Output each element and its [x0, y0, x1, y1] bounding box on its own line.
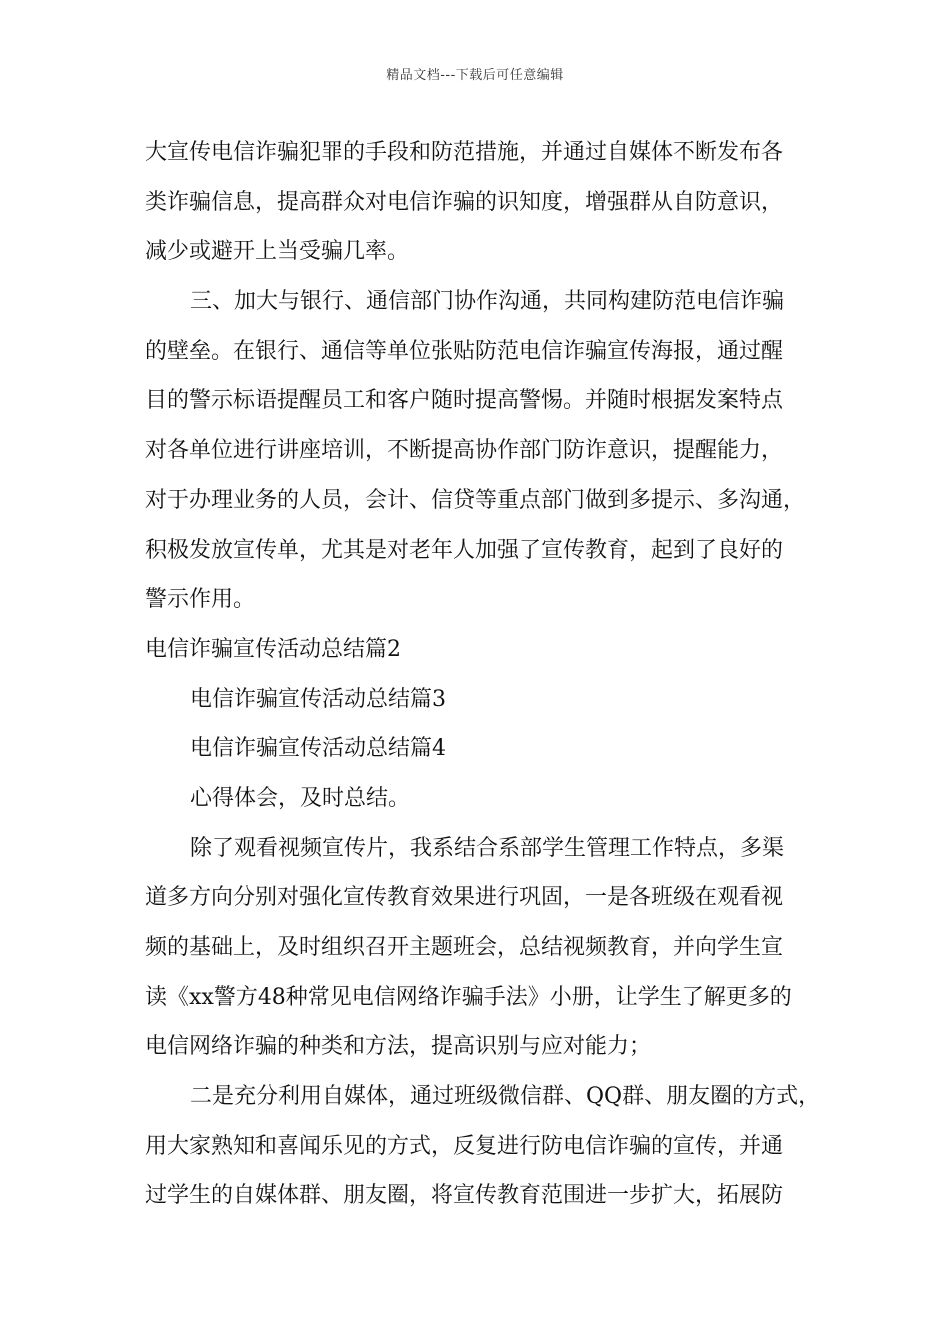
text-line: 类诈骗信息，提高群众对电信诈骗的识知度，增强群从自防意识，: [145, 189, 784, 215]
paragraph-start: 二是充分利用自媒体，通过班级微信群、QQ群、朋友圈的方式，: [190, 1084, 821, 1110]
text-line: 对于办理业务的人员，会计、信贷等重点部门做到多提示、多沟通，: [145, 487, 806, 513]
text-line: 用大家熟知和喜闻乐见的方式，反复进行防电信诈骗的宣传，并通: [145, 1133, 784, 1159]
text-line: 大宣传电信诈骗犯罪的手段和防范措施，并通过自媒体不断发布各: [145, 140, 784, 165]
paragraph-start: 三、加大与银行、通信部门协作沟通，共同构建防范电信诈骗: [190, 289, 785, 315]
text-line: 对各单位进行讲座培训，不断提高协作部门防诈意识，提醒能力，: [145, 438, 784, 464]
text-line: 减少或避开上当受骗几率。: [145, 239, 410, 265]
text-line: 过学生的自媒体群、朋友圈，将宣传教育范围进一步扩大，拓展防: [145, 1183, 784, 1209]
section-heading: 电信诈骗宣传活动总结篇2: [145, 636, 401, 662]
text-line: 警示作用。: [145, 587, 256, 613]
paragraph-start: 心得体会，及时总结。: [190, 785, 411, 811]
section-heading: 电信诈骗宣传活动总结篇4: [190, 736, 446, 762]
text-line: 读《xx警方48种常见电信网络诈骗手法》小册，让学生了解更多的: [145, 984, 792, 1010]
text-line: 道多方向分别对强化宣传教育效果进行巩固，一是各班级在观看视: [145, 885, 784, 911]
text-line: 的壁垒。在银行、通信等单位张贴防范电信诈骗宣传海报，通过醒: [145, 338, 784, 364]
page-header: 精品文档---下载后可任意编辑: [386, 68, 564, 83]
document-body: [145, 128, 825, 1221]
section-heading: 电信诈骗宣传活动总结篇3: [190, 686, 446, 712]
text-line: 目的警示标语提醒员工和客户随时提高警惕。并随时根据发案特点: [145, 388, 784, 414]
text-line: 电信网络诈骗的种类和方法，提高识别与应对能力；: [145, 1034, 652, 1060]
text-line: 频的基础上，及时组织召开主题班会，总结视频教育，并向学生宣: [145, 935, 784, 960]
text-line: 积极发放宣传单，尤其是对老年人加强了宣传教育，起到了良好的: [145, 537, 784, 563]
paragraph-start: 除了观看视频宣传片，我系结合系部学生管理工作特点，多渠: [190, 835, 785, 861]
